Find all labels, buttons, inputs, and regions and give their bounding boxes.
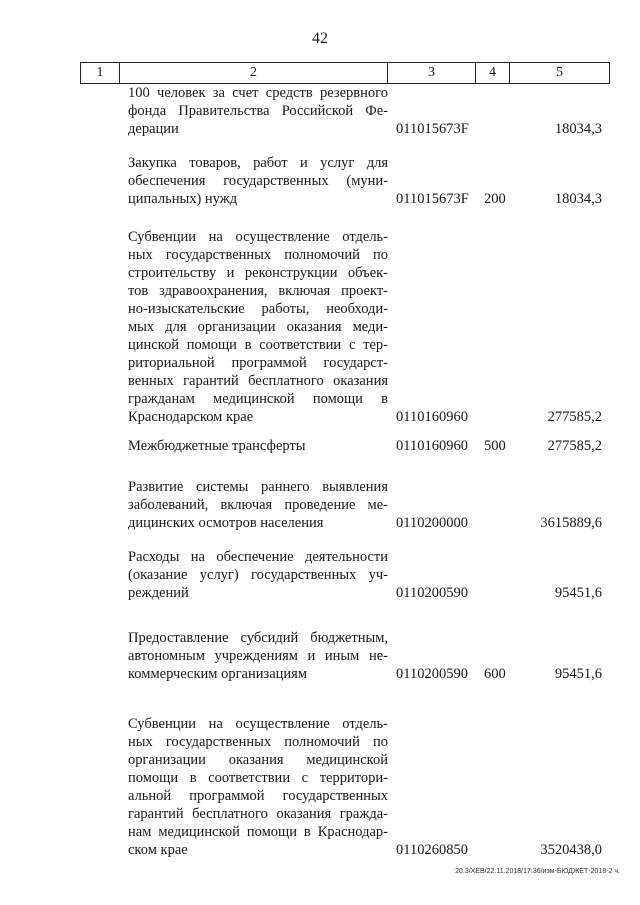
description-line: риториальной программой государст- (128, 355, 388, 371)
row-code: 0110160960 (396, 438, 468, 454)
description-line: Краснодарском крае (128, 409, 254, 425)
row-amount: 277585,2 (547, 409, 602, 425)
row-expense-type: 600 (484, 666, 506, 682)
row-code: 0110200590 (396, 585, 468, 601)
row-amount: 18034,3 (554, 191, 602, 207)
column-header-1: 1 (80, 62, 120, 84)
row-code: 0110200000 (396, 515, 468, 531)
description-line: 100 человек за счет средств резервного (128, 85, 388, 101)
row-description (128, 437, 388, 455)
description-line: Расходы на обеспечение деятельности (128, 549, 388, 565)
description-line: гарантий бесплатного оказания гражда- (128, 806, 388, 822)
row-description (128, 548, 388, 602)
row-expense-type: 500 (484, 438, 506, 454)
description-line: ных государственных полномочий по (128, 734, 388, 750)
column-header-5: 5 (510, 62, 610, 84)
description-line: обеспечения государственных (муни- (128, 173, 388, 189)
row-description (128, 629, 388, 683)
description-line: Субвенции на осуществление отдель- (128, 229, 388, 245)
description-line: мых для организации оказания меди- (128, 319, 388, 335)
description-line: но-изыскательские работы, необходи- (128, 301, 388, 317)
description-line: строительству и реконструкции объек- (128, 265, 388, 281)
description-line: нам медицинской помощи в Краснодар- (128, 824, 388, 840)
page-number: 42 (312, 30, 328, 47)
description-line: помощи в соответствии с территори- (128, 770, 388, 786)
description-line: организации оказания медицинской (128, 752, 388, 768)
row-description (128, 478, 388, 532)
row-amount: 277585,2 (547, 438, 602, 454)
row-code: 0110200590 (396, 666, 468, 682)
description-line: ском крае (128, 842, 188, 858)
row-description (128, 154, 388, 208)
description-line: ных государственных полномочий по (128, 247, 388, 263)
description-line: фонда Правительства Российской Фе- (128, 103, 388, 119)
description-line: Субвенции на осуществление отдель- (128, 716, 388, 732)
row-description (128, 228, 388, 426)
description-line: гражданам медицинской помощи в (128, 391, 388, 407)
description-line: дерации (128, 121, 179, 137)
column-header-4: 4 (476, 62, 510, 84)
column-header-3: 3 (388, 62, 476, 84)
description-line: Предоставление субсидий бюджетным, (128, 630, 388, 646)
description-line: автономным учреждениям и иным не- (128, 648, 388, 664)
column-header-2: 2 (120, 62, 388, 84)
description-line: Развитие системы раннего выявления (128, 479, 388, 495)
row-code: 011015673F (396, 191, 469, 207)
row-amount: 95451,6 (554, 666, 602, 682)
row-amount: 3520438,0 (540, 842, 602, 858)
row-expense-type: 200 (484, 191, 506, 207)
row-description (128, 84, 388, 138)
row-amount: 3615889,6 (540, 515, 602, 531)
row-code: 0110260850 (396, 842, 468, 858)
document-footer: 20.3/ХЕВ/22.11.2018/17:36/изм-БЮДЖЕТ-2018-2 ч. (455, 868, 620, 875)
description-line: (оказание услуг) государственных уч- (128, 567, 388, 583)
row-amount: 18034,3 (554, 121, 602, 137)
row-code: 011015673F (396, 121, 469, 137)
description-line: коммерческим организациям (128, 666, 308, 682)
description-line: ципальных) нужд (128, 191, 238, 207)
description-line: альной программой государственных (128, 788, 388, 804)
description-line: реждений (128, 585, 189, 601)
description-line: тов здравоохранения, включая проект- (128, 283, 388, 299)
description-line: Закупка товаров, работ и услуг для (128, 155, 388, 171)
description-line: заболеваний, включая проведение ме- (128, 497, 388, 513)
row-amount: 95451,6 (554, 585, 602, 601)
description-line: дицинских осмотров населения (128, 515, 324, 531)
row-code: 0110160960 (396, 409, 468, 425)
row-description (128, 715, 388, 859)
description-line: Межбюджетные трансферты (128, 438, 306, 454)
description-line: цинской помощи в соответствии с тер- (128, 337, 388, 353)
description-line: венных гарантий бесплатного оказания (128, 373, 388, 389)
